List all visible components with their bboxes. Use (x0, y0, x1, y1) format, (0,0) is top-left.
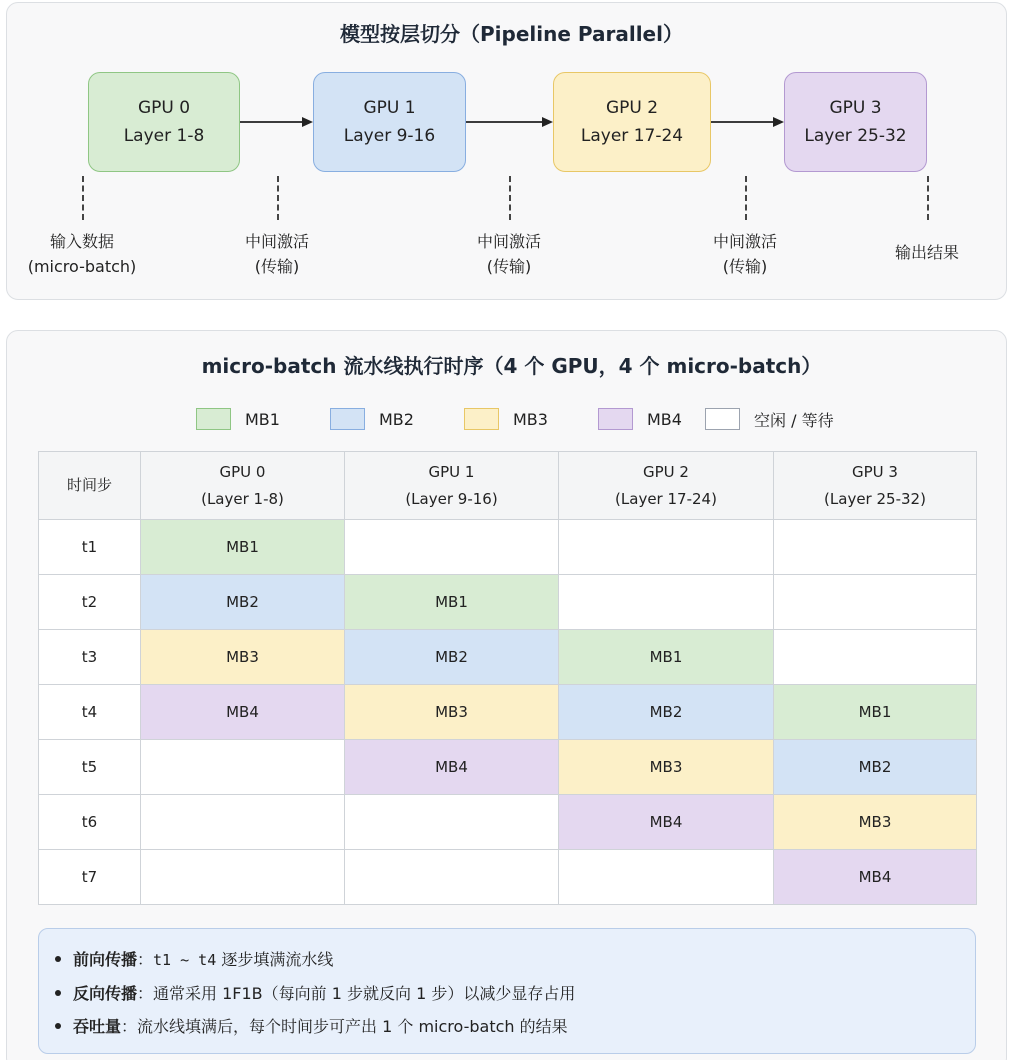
legend-label-idle: 空闲 / 等待 (754, 410, 834, 430)
output-note-line1: 输出结果 (894, 243, 960, 262)
table-header-row (39, 452, 977, 520)
column-header-gpu-3-name: GPU 3 (852, 462, 898, 481)
schedule-cell (559, 850, 774, 905)
input-note (28, 229, 137, 279)
schedule-cell: MB2 (774, 740, 977, 795)
legend-label-mb1: MB1 (245, 409, 280, 429)
activation-note-1-line1: 中间激活 (244, 232, 310, 251)
activation-dashed-line-3 (745, 176, 747, 220)
column-header-gpu-1-layers: (Layer 9-16) (405, 489, 498, 508)
step-cell: t3 (39, 630, 141, 685)
table-row (39, 850, 977, 905)
schedule-cell: MB1 (559, 630, 774, 685)
legend-swatch-mb3 (464, 408, 499, 430)
legend-swatch-mb1 (196, 408, 231, 430)
legend-item-mb1 (196, 406, 280, 432)
column-header-gpu-3-layers: (Layer 25-32) (824, 489, 926, 508)
table-row (39, 520, 977, 575)
note-throughput-sep: ： (121, 1017, 138, 1036)
table-row (39, 795, 977, 850)
table-row (39, 575, 977, 630)
step-cell: t4 (39, 685, 141, 740)
step-cell: t2 (39, 575, 141, 630)
schedule-cell: MB3 (774, 795, 977, 850)
activation-note-3-line2: (传输) (722, 257, 768, 276)
note-forward-label: 前向传播 (73, 950, 138, 969)
note-backward-text: 通常采用 1F1B（每向前 1 步就反向 1 步）以减少显存占用 (153, 984, 576, 1003)
table-row (39, 630, 977, 685)
gpu-2-layers: Layer 17-24 (580, 126, 684, 146)
column-header-gpu-0-layers: (Layer 1-8) (201, 489, 284, 508)
gpu-0-layers: Layer 1-8 (123, 126, 205, 146)
activation-note-1-line2: (传输) (254, 257, 300, 276)
arrow-gpu0-to-gpu1-icon (240, 114, 314, 130)
schedule-cell: MB4 (345, 740, 559, 795)
legend-label-mb2: MB2 (379, 409, 414, 429)
step-cell: t7 (39, 850, 141, 905)
schedule-cell: MB2 (141, 575, 345, 630)
schedule-cell: MB4 (141, 685, 345, 740)
note-forward-sep: ： (137, 950, 154, 969)
gpu-1-layers: Layer 9-16 (343, 126, 436, 146)
legend-item-mb2 (330, 406, 414, 432)
note-forward-code: t1 ~ t4 (153, 951, 217, 969)
note-backward (73, 977, 975, 1010)
schedule-cell (141, 740, 345, 795)
arrow-gpu1-to-gpu2-icon (466, 114, 554, 130)
schedule-cell: MB4 (559, 795, 774, 850)
input-note-line1: 输入数据 (49, 232, 115, 251)
column-header-gpu-2-name: GPU 2 (643, 462, 689, 481)
schedule-table (38, 451, 977, 905)
schedule-cell: MB1 (345, 575, 559, 630)
schedule-cell (345, 795, 559, 850)
output-dashed-line (927, 176, 929, 220)
schedule-cell (559, 520, 774, 575)
gpu-2-box (553, 72, 711, 172)
legend-swatch-mb4 (598, 408, 633, 430)
schedule-cell: MB3 (559, 740, 774, 795)
schedule-cell: MB4 (774, 850, 977, 905)
column-header-gpu-0-name: GPU 0 (219, 462, 266, 481)
schedule-cell (774, 520, 977, 575)
note-forward (73, 943, 975, 977)
note-forward-text: 逐步填满流水线 (216, 950, 334, 969)
column-header-gpu-0 (141, 452, 345, 520)
schedule-cell: MB3 (141, 630, 345, 685)
step-cell: t1 (39, 520, 141, 575)
input-dashed-line (82, 176, 84, 220)
column-header-gpu-2-layers: (Layer 17-24) (615, 489, 717, 508)
schedule-title: micro-batch 流水线执行时序（4 个 GPU，4 个 micro-batch） (201, 354, 822, 378)
note-backward-sep: ： (137, 984, 154, 1003)
step-cell: t6 (39, 795, 141, 850)
schedule-cell: MB2 (345, 630, 559, 685)
legend-swatch-mb2 (330, 408, 365, 430)
column-header-gpu-1 (345, 452, 559, 520)
arrow-gpu2-to-gpu3-icon (711, 114, 785, 130)
step-header: 时间步 (39, 452, 141, 520)
column-header-gpu-1-name: GPU 1 (428, 462, 475, 481)
gpu-1-name: GPU 1 (363, 98, 416, 118)
activation-note-2-line2: (传输) (486, 257, 532, 276)
schedule-cell (345, 520, 559, 575)
activation-note-3 (713, 229, 777, 279)
activation-dashed-line-2 (509, 176, 511, 220)
schedule-cell (345, 850, 559, 905)
legend (0, 406, 1023, 432)
output-note (895, 240, 959, 265)
gpu-0-name: GPU 0 (137, 98, 191, 118)
column-header-gpu-2 (559, 452, 774, 520)
note-throughput-text: 流水线填满后，每个时间步可产出 1 个 micro-batch 的结果 (137, 1017, 568, 1036)
schedule-cell (559, 575, 774, 630)
note-backward-label: 反向传播 (73, 984, 138, 1003)
input-note-line2: (micro-batch) (27, 257, 137, 276)
note-throughput-label: 吞吐量 (73, 1017, 122, 1036)
schedule-cell: MB2 (559, 685, 774, 740)
activation-note-2-line1: 中间激活 (476, 232, 542, 251)
gpu-0-box (88, 72, 240, 172)
legend-label-mb3: MB3 (513, 409, 548, 429)
step-cell: t5 (39, 740, 141, 795)
legend-label-mb4: MB4 (647, 409, 682, 429)
activation-note-2 (477, 229, 541, 279)
notes-box (38, 928, 976, 1054)
legend-swatch-idle (705, 408, 740, 430)
schedule-cell (141, 850, 345, 905)
table-row (39, 740, 977, 795)
gpu-2-name: GPU 2 (605, 98, 659, 118)
schedule-cell (141, 795, 345, 850)
schedule-cell (774, 630, 977, 685)
gpu-1-box (313, 72, 466, 172)
activation-note-1 (245, 229, 309, 279)
gpu-3-name: GPU 3 (829, 98, 882, 118)
schedule-cell: MB3 (345, 685, 559, 740)
legend-item-mb4 (598, 406, 682, 432)
schedule-cell: MB1 (141, 520, 345, 575)
pipeline-title: 模型按层切分（Pipeline Parallel） (340, 22, 683, 46)
legend-item-idle (705, 406, 834, 432)
gpu-3-box (784, 72, 927, 172)
gpu-3-layers: Layer 25-32 (804, 126, 907, 146)
column-header-gpu-3 (774, 452, 977, 520)
activation-dashed-line-1 (277, 176, 279, 220)
schedule-cell (774, 575, 977, 630)
note-throughput (73, 1010, 975, 1043)
table-row (39, 685, 977, 740)
activation-note-3-line1: 中间激活 (712, 232, 778, 251)
schedule-cell: MB1 (774, 685, 977, 740)
legend-item-mb3 (464, 406, 548, 432)
